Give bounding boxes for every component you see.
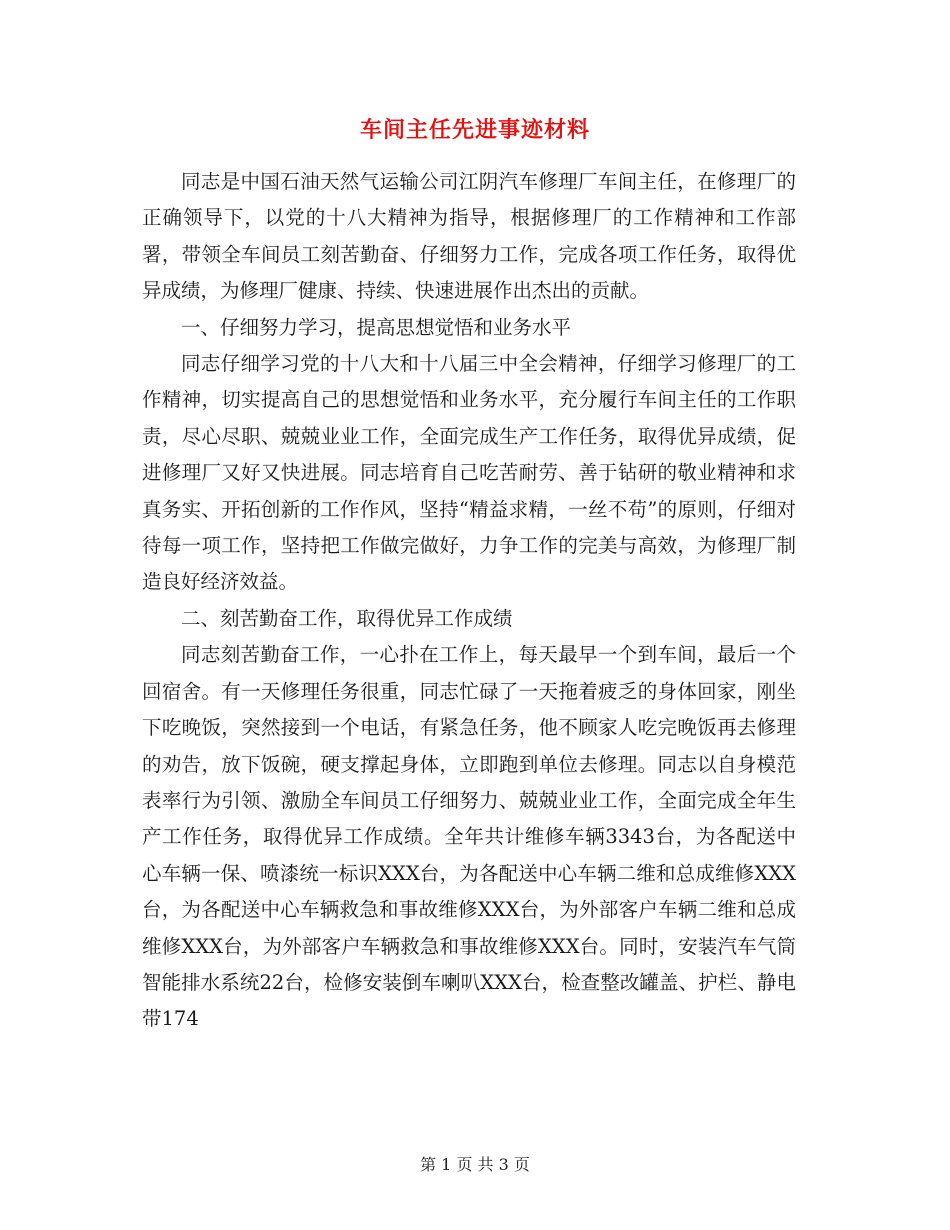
section-1-paragraph: 同志仔细学习党的十八大和十八届三中全会精神，仔细学习修理厂的工作精神，切实提高自己的思想觉悟和业务水平，充分履行车间主任的工作职责，尽心尽职、兢兢业业工作，全面完成生产工作任务，取得优异成绩，促进修理厂又好又快进展。同志培育自己吃苦耐劳、善于钻研的敬业精神和求真务实、开拓创新的工作作风，坚持“精益求精，一丝不苟”的原则，仔细对待每一项工作，坚持把工作做完做好，力争工作的完美与高效，为修理厂制造良好经济效益。 (142, 352, 796, 594)
section-heading-2: 二、刻苦勤奋工作，取得优异工作成绩 (181, 606, 513, 630)
section-heading-1: 一、仔细努力学习，提高思想觉悟和业务水平 (181, 315, 572, 339)
document-title: 车间主任先进事迹材料 (359, 117, 590, 143)
page-number-footer: 第 1 页 共 3 页 (420, 1155, 530, 1174)
section-2-paragraph: 同志刻苦勤奋工作，一心扑在工作上，每天最早一个到车间，最后一个回宿舍。有一天修理任务很重，同志忙碌了一天拖着疲乏的身体回家，刚坐下吃晚饭，突然接到一个电话，有紧急任务，他不顾家人吃完晚饭再去修理的劝告，放下饭碗，硬支撑起身体，立即跑到单位去修理。同志以自身模范表率行为引领、激励全车间员工仔细努力、兢兢业业工作，全面完成全年生产工作任务，取得优异工作成绩。全年共计维修车辆3343台，为各配送中心车辆一保、喷漆统一标识XXX台，为各配送中心车辆二维和总成维修XXX台，为各配送中心车辆救急和事故维修XXX台，为外部客户车辆二维和总成维修XXX台，为外部客户车辆救急和事故维修XXX台。同时，安装汽车气筒智能排水系统22台，检修安装倒车喇叭XXX台，检查整改罐盖、护栏、静电带174 (142, 643, 796, 1031)
intro-paragraph: 同志是中国石油天然气运输公司江阴汽车修理厂车间主任，在修理厂的正确领导下，以党的十八大精神为指导，根据修理厂的工作精神和工作部署，带领全车间员工刻苦勤奋、仔细努力工作，完成各项工作任务，取得优异成绩，为修理厂健康、持续、快速进展作出杰出的贡献。 (142, 170, 796, 303)
document-body (142, 164, 796, 1038)
